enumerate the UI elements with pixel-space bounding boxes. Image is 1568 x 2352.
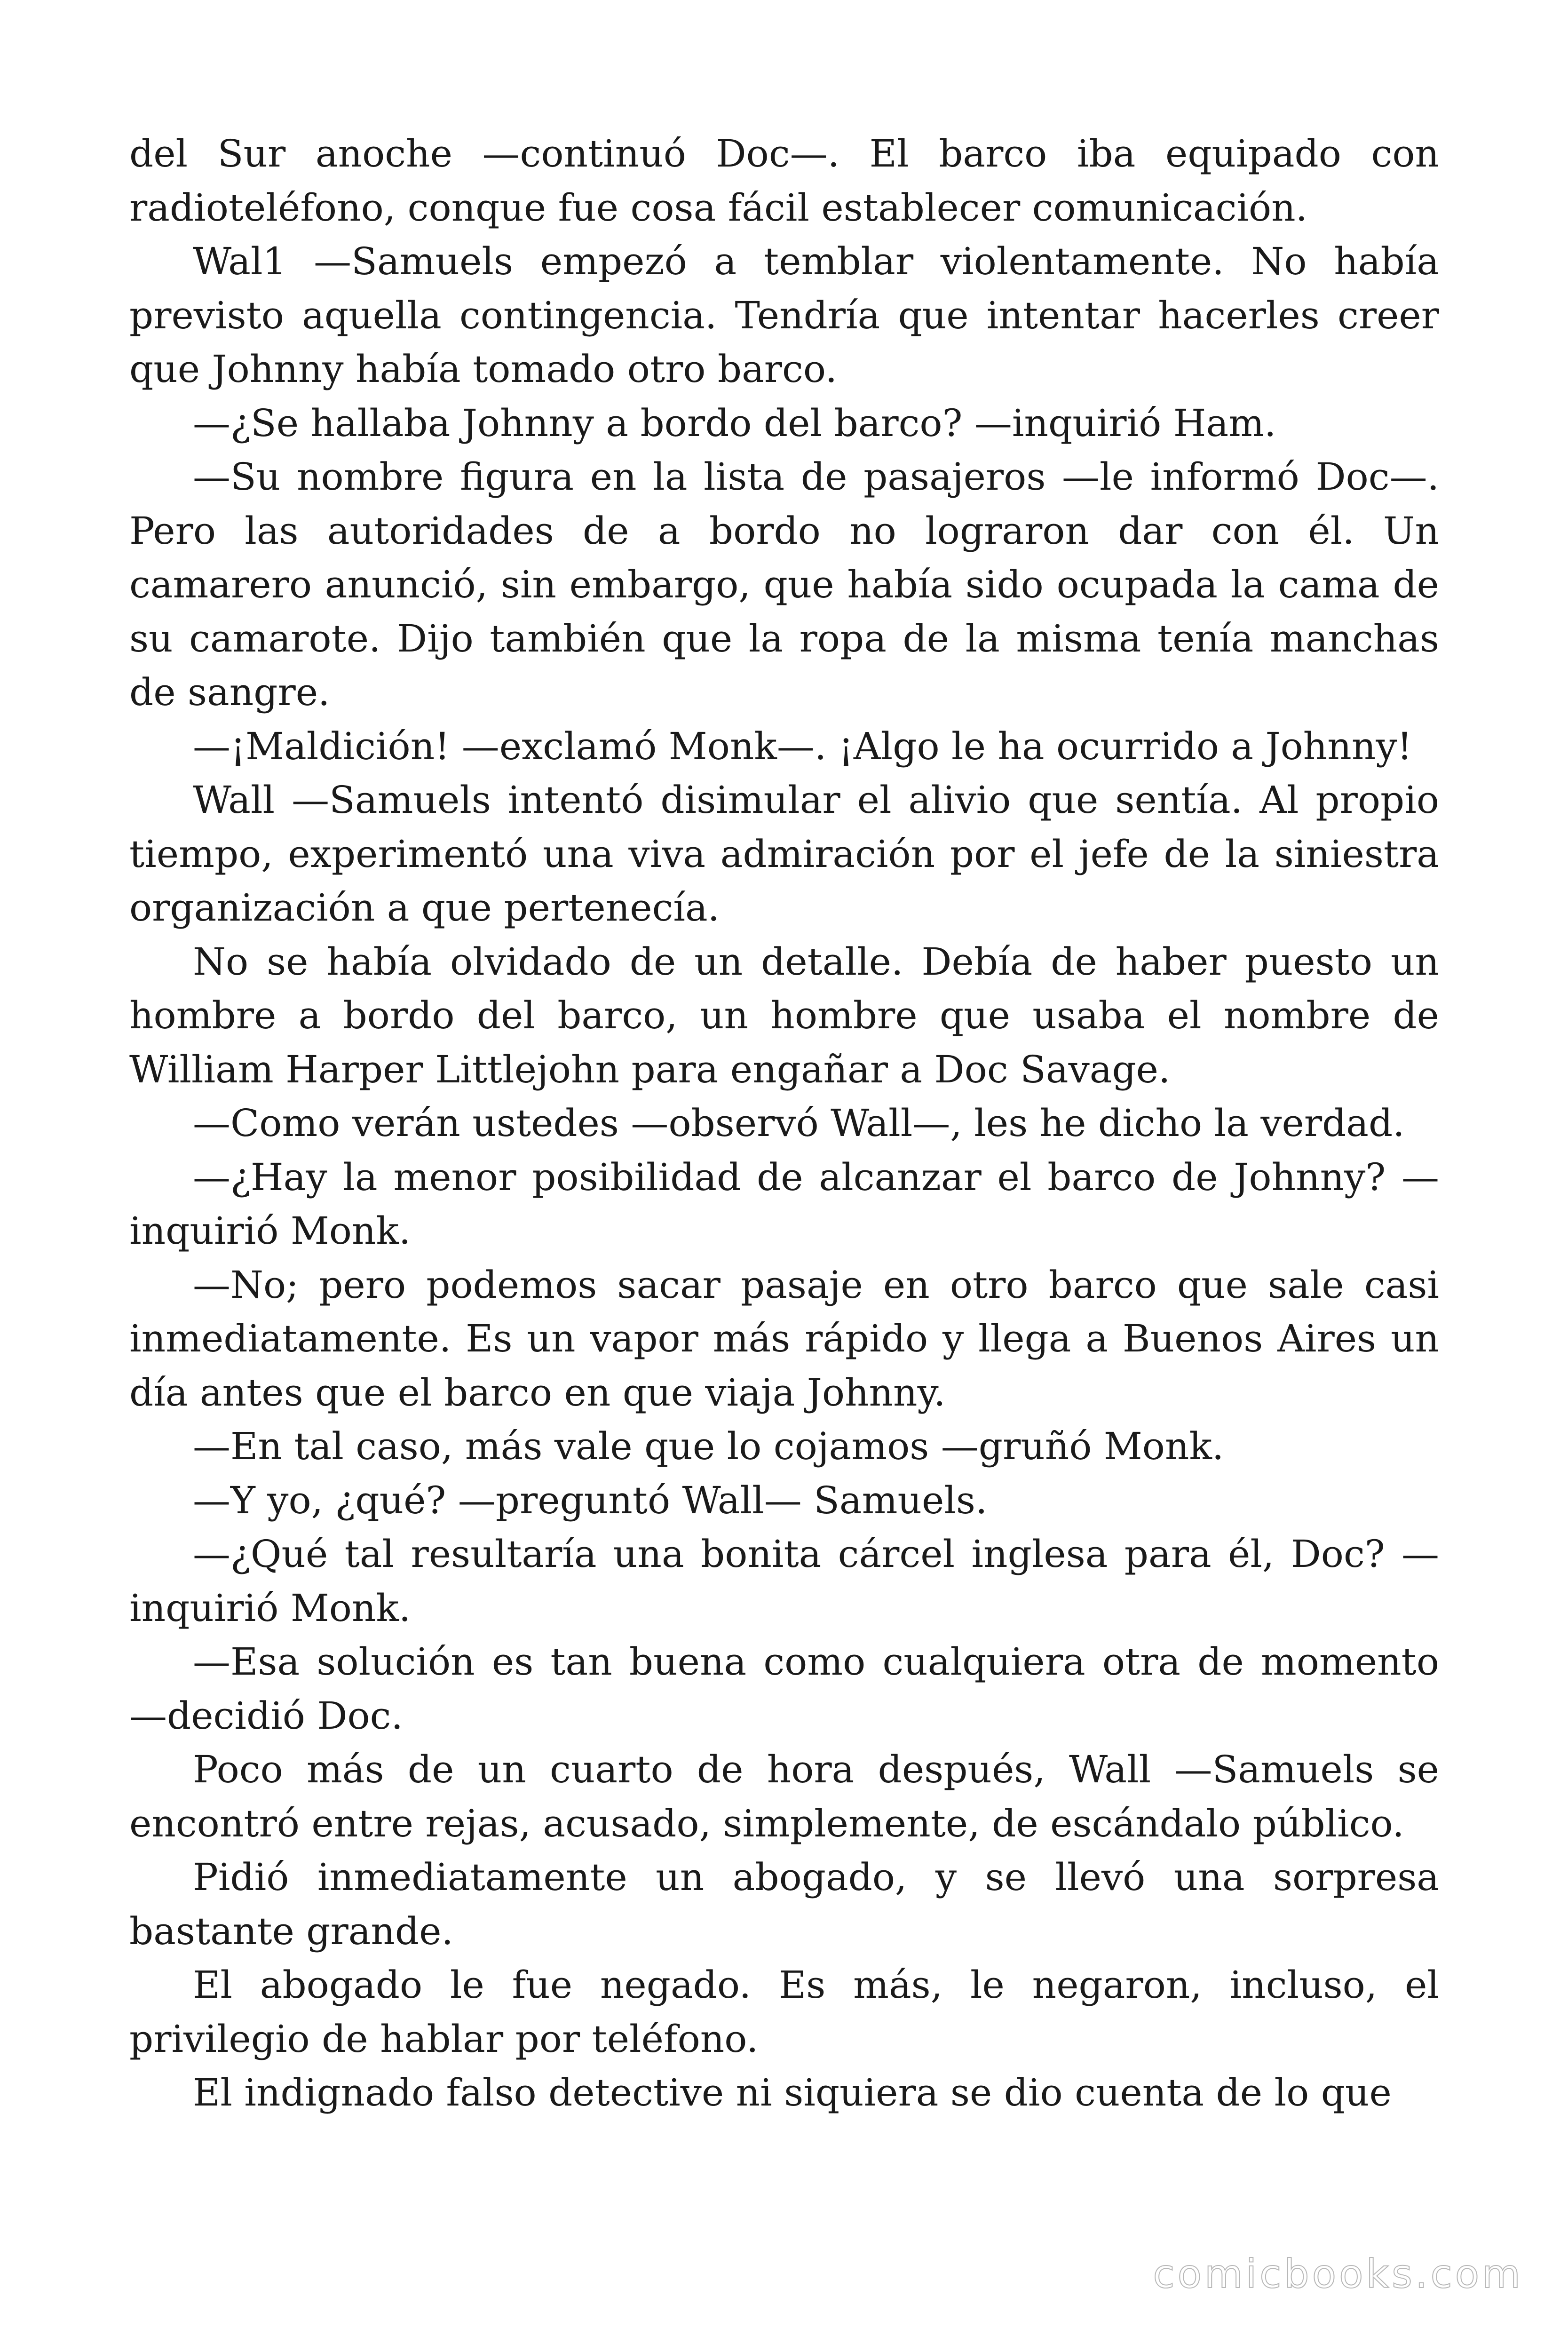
paragraph-16: Pidió inmediatamente un abogado, y se llevó una sorpresa bastante grande. [129,1855,1439,1953]
paragraph-3: —¿Se hallaba Johnny a bordo del barco? —inquirió Ham. [193,401,1276,445]
paragraph-8: —Como verán ustedes —observó Wall—, les he dicho la verdad. [193,1101,1405,1145]
paragraph-11: —En tal caso, más vale que lo cojamos —gruñó Monk. [193,1424,1224,1468]
paragraph-13: —¿Qué tal resultaría una bonita cárcel inglesa para él, Doc? —inquirió Monk. [129,1532,1439,1630]
page-body-text [129,127,1439,2120]
paragraph-14: —Esa solución es tan buena como cualquiera otra de momento —decidió Doc. [129,1640,1439,1738]
paragraph-9: —¿Hay la menor posibilidad de alcanzar el barco de Johnny? —inquirió Monk. [129,1155,1439,1253]
paragraph-12: —Y yo, ¿qué? —preguntó Wall— Samuels. [193,1478,988,1522]
paragraph-7: No se había olvidado de un detalle. Debía de haber puesto un hombre a bordo del barco, un hombre que usaba el nombre de William Harper Littlejohn para engañar a Doc Savage. [129,939,1439,1091]
paragraph-4: —Su nombre figura en la lista de pasajeros —le informó Doc—. Pero las autoridades de a bordo no lograron dar con él. Un camarero anunció, sin embargo, que había sido ocupada la cama de su camarote. Dijo también que la ropa de la misma tenía manchas de sangre. [129,455,1439,714]
paragraph-15: Poco más de un cuarto de hora después, Wall —Samuels se encontró entre rejas, acusado, simplemente, de escándalo público. [129,1748,1439,1845]
paragraph-2: Wal1 —Samuels empezó a temblar violentamente. No había previsto aquella contingencia. Tendría que intentar hacerles creer que Johnny había tomado otro barco. [129,239,1439,391]
paragraph-6: Wall —Samuels intentó disimular el alivio que sentía. Al propio tiempo, experimentó una viva admiración por el jefe de la siniestra organización a que pertenecía. [129,778,1439,930]
paragraph-1: del Sur anoche —continuó Doc—. El barco iba equipado con radioteléfono, conque fue cosa fácil establecer comunicación. [129,132,1439,230]
paragraph-17: El abogado le fue negado. Es más, le negaron, incluso, el privilegio de hablar por teléfono. [129,1963,1439,2061]
paragraph-10: —No; pero podemos sacar pasaje en otro barco que sale casi inmediatamente. Es un vapor más rápido y llega a Buenos Aires un día antes que el barco en que viaja Johnny. [129,1263,1439,1414]
watermark: comicbooks.com [1153,2251,1523,2297]
paragraph-5: —¡Maldición! —exclamó Monk—. ¡Algo le ha ocurrido a Johnny! [193,724,1412,768]
paragraph-18: El indignado falso detective ni siquiera se dio cuenta de lo que [193,2071,1392,2114]
